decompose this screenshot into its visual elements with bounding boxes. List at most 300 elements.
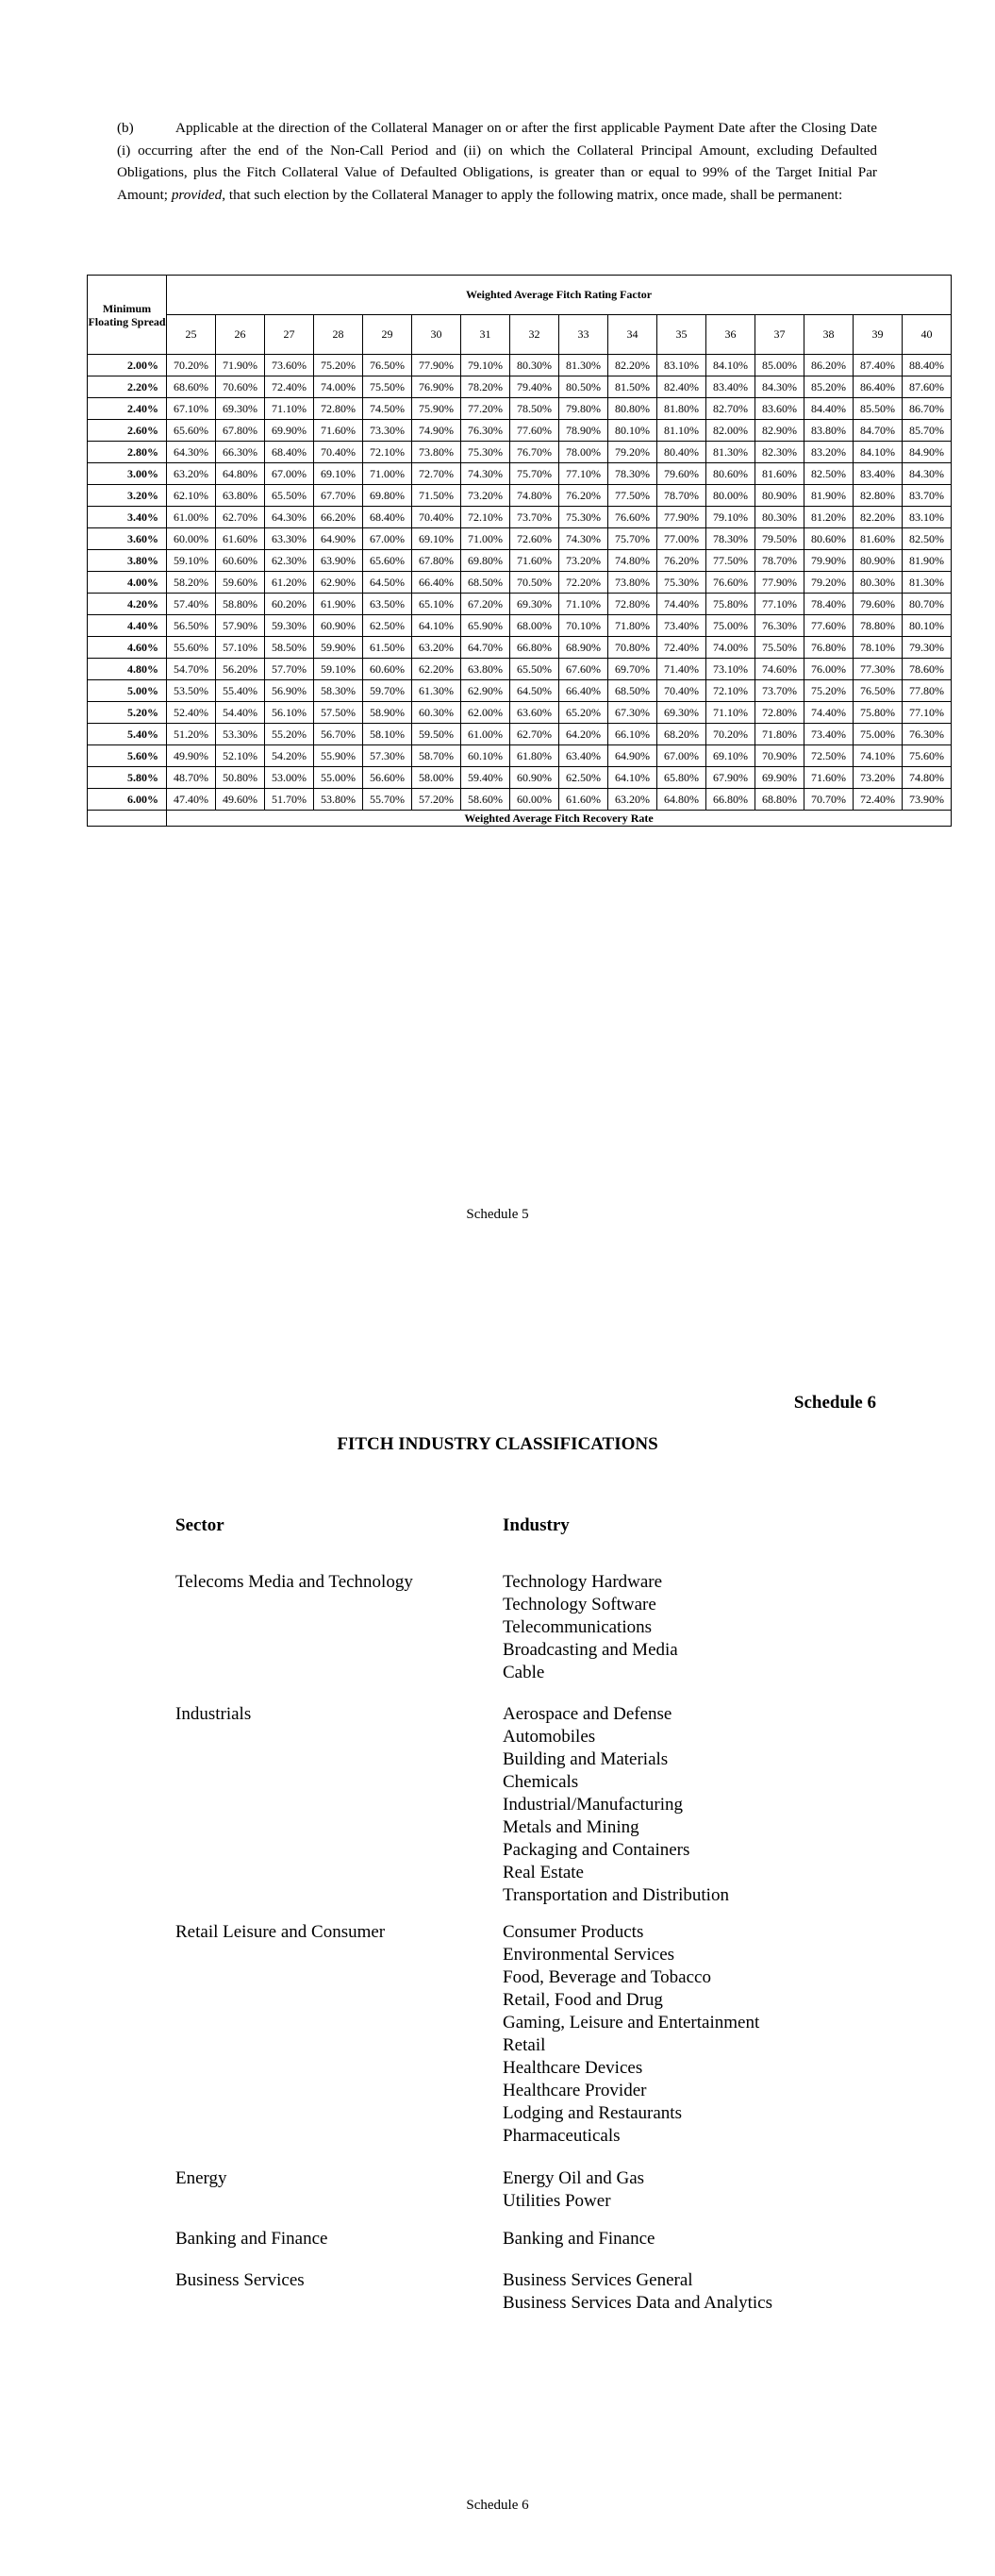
sector-name: Energy [175,2168,227,2188]
recovery-rate-cell: 68.90% [559,637,608,659]
recovery-rate-cell: 61.20% [265,572,314,594]
recovery-rate-cell: 63.20% [608,789,657,811]
industry-name: Building and Materials [503,1749,669,1769]
recovery-rate-cell: 83.70% [903,485,952,507]
recovery-rate-cell: 71.90% [216,355,265,376]
recovery-rate-cell: 69.80% [363,485,412,507]
recovery-rate-cell: 58.10% [363,724,412,745]
recovery-rate-cell: 67.10% [167,398,216,420]
recovery-rate-cell: 76.50% [854,680,903,702]
industry-name: Industrial/Manufacturing [503,1795,684,1815]
recovery-rate-cell: 50.80% [216,767,265,789]
industry-name: Healthcare Provider [503,2081,647,2100]
sector-name: Industrials [175,1704,252,1724]
recovery-rate-cell: 60.10% [461,745,510,767]
recovery-rate-cell: 74.40% [657,594,706,615]
recovery-rate-cell: 70.70% [804,789,854,811]
recovery-rate-cell: 80.60% [706,463,755,485]
recovery-rate-cell: 75.60% [903,745,952,767]
recovery-rate-cell: 72.70% [412,463,461,485]
recovery-rate-cell: 68.50% [608,680,657,702]
recovery-rate-cell: 81.90% [903,550,952,572]
recovery-rate-cell: 66.30% [216,442,265,463]
recovery-rate-cell: 67.80% [412,550,461,572]
recovery-rate-cell: 61.90% [314,594,363,615]
recovery-rate-cell: 62.90% [314,572,363,594]
recovery-rate-cell: 72.80% [608,594,657,615]
recovery-rate-cell: 55.90% [314,745,363,767]
recovery-rate-cell: 75.20% [314,355,363,376]
recovery-rate-cell: 57.90% [216,615,265,637]
recovery-rate-cell: 82.90% [755,420,804,442]
spread-cell: 2.60% [88,420,167,442]
page-footer-schedule-5: Schedule 5 [466,1207,529,1222]
rating-factor-column-header: 31 [461,315,510,355]
matrix-row [88,528,952,550]
recovery-rate-cell: 79.30% [903,637,952,659]
recovery-rate-cell: 76.00% [804,659,854,680]
recovery-rate-cell: 63.90% [314,550,363,572]
recovery-rate-cell: 65.20% [559,702,608,724]
recovery-rate-cell: 70.20% [706,724,755,745]
recovery-rate-cell: 79.10% [461,355,510,376]
recovery-rate-cell: 80.80% [608,398,657,420]
recovery-rate-cell: 57.50% [314,702,363,724]
recovery-rate-cell: 66.20% [314,507,363,528]
industry-header: Industry [503,1515,570,1535]
recovery-rate-cell: 61.50% [363,637,412,659]
recovery-rate-cell: 82.20% [854,507,903,528]
recovery-rate-cell: 76.20% [559,485,608,507]
recovery-rate-cell: 81.50% [608,376,657,398]
recovery-rate-cell: 68.50% [461,572,510,594]
intro-label: (b) [117,120,134,136]
recovery-rate-cell: 70.40% [412,507,461,528]
recovery-rate-cell: 67.30% [608,702,657,724]
recovery-rate-cell: 47.40% [167,789,216,811]
recovery-rate-cell: 83.20% [804,442,854,463]
recovery-rate-cell: 67.70% [314,485,363,507]
recovery-rate-cell: 72.80% [314,398,363,420]
recovery-rate-cell: 66.80% [510,637,559,659]
spread-cell: 5.20% [88,702,167,724]
recovery-rate-cell: 78.70% [657,485,706,507]
recovery-rate-cell: 61.00% [167,507,216,528]
rating-factor-header: Weighted Average Fitch Rating Factor [167,276,952,315]
industry-name: Utilities Power [503,2191,611,2211]
recovery-rate-cell: 79.60% [657,463,706,485]
recovery-rate-cell: 78.20% [461,376,510,398]
recovery-rate-cell: 60.30% [412,702,461,724]
rating-factor-column-header: 35 [657,315,706,355]
recovery-rate-cell: 62.50% [559,767,608,789]
recovery-rate-cell: 68.40% [363,507,412,528]
matrix-row [88,507,952,528]
schedule-6-title: FITCH INDUSTRY CLASSIFICATIONS [337,1434,658,1454]
recovery-rate-cell: 76.80% [804,637,854,659]
recovery-rate-cell: 88.40% [903,355,952,376]
industry-name: Gaming, Leisure and Entertainment [503,2013,760,2032]
recovery-rate-cell: 80.30% [510,355,559,376]
recovery-rate-cell: 64.70% [461,637,510,659]
recovery-rate-cell: 51.70% [265,789,314,811]
recovery-rate-cell: 78.60% [903,659,952,680]
recovery-rate-cell: 65.50% [265,485,314,507]
recovery-rate-cell: 70.60% [216,376,265,398]
recovery-rate-cell: 48.70% [167,767,216,789]
recovery-rate-cell: 68.20% [657,724,706,745]
recovery-rate-cell: 75.20% [804,680,854,702]
recovery-rate-cell: 77.00% [657,528,706,550]
rating-factor-column-header: 30 [412,315,461,355]
intro-italic-word: provided [171,186,223,203]
recovery-rate-cell: 77.30% [854,659,903,680]
recovery-rate-cell: 67.00% [363,528,412,550]
rating-factor-column-header: 25 [167,315,216,355]
matrix-row [88,420,952,442]
recovery-rate-cell: 62.10% [167,485,216,507]
spread-cell: 4.40% [88,615,167,637]
recovery-rate-cell: 62.30% [265,550,314,572]
recovery-rate-cell: 67.00% [657,745,706,767]
rating-factor-column-header: 38 [804,315,854,355]
recovery-rate-cell: 60.90% [510,767,559,789]
recovery-rate-cell: 66.40% [412,572,461,594]
industry-name: Automobiles [503,1727,596,1747]
recovery-rate-cell: 75.30% [559,507,608,528]
spread-cell: 4.80% [88,659,167,680]
industry-name: Consumer Products [503,1922,644,1942]
recovery-rate-cell: 85.50% [854,398,903,420]
recovery-rate-cell: 78.30% [608,463,657,485]
recovery-rate-cell: 80.90% [755,485,804,507]
recovery-rate-cell: 77.10% [559,463,608,485]
industry-name: Environmental Services [503,1945,675,1965]
industry-group [503,2269,772,2315]
rating-factor-column-header: 26 [216,315,265,355]
recovery-rate-cell: 73.10% [706,659,755,680]
recovery-rate-cell: 54.20% [265,745,314,767]
industry-name: Cable [503,1663,545,1682]
intro-text-before: Applicable at the direction of the Collateral Manager on or after the first applicable Payment Date after the Closing Date (i) occurring after the end of the Non-Call Period and (ii) on which the Collateral Principal Amount, excluding Defaulted Obligations, plus the Fitch Collateral Value of Defaulted Obligations, is greater than or equal to 99% of the Target Initial Par Amount; [117,120,877,203]
recovery-rate-cell: 75.90% [412,398,461,420]
industry-group [503,2167,644,2213]
recovery-rate-cell: 77.60% [804,615,854,637]
recovery-rate-cell: 68.60% [167,376,216,398]
recovery-rate-cell: 71.10% [265,398,314,420]
recovery-rate-cell: 74.80% [510,485,559,507]
recovery-rate-cell: 77.80% [903,680,952,702]
recovery-rate-cell: 72.20% [559,572,608,594]
spread-cell: 2.80% [88,442,167,463]
recovery-rate-cell: 72.40% [265,376,314,398]
spread-cell: 5.00% [88,680,167,702]
recovery-rate-cell: 84.30% [903,463,952,485]
industry-name: Chemicals [503,1772,579,1792]
industry-group [503,1921,759,2148]
spread-cell: 5.40% [88,724,167,745]
recovery-rate-cell: 55.60% [167,637,216,659]
sector-name: Retail Leisure and Consumer [175,1922,386,1942]
recovery-rate-cell: 79.90% [804,550,854,572]
recovery-rate-matrix [87,275,952,827]
footer-blank-cell [88,811,167,827]
industry-group [503,1703,729,1907]
recovery-rate-cell: 69.10% [314,463,363,485]
recovery-rate-cell: 76.60% [608,507,657,528]
recovery-rate-cell: 51.20% [167,724,216,745]
recovery-rate-cell: 72.60% [510,528,559,550]
recovery-rate-cell: 70.40% [657,680,706,702]
minimum-floating-spread-header: Minimum Floating Spread [88,276,167,355]
recovery-rate-cell: 56.50% [167,615,216,637]
recovery-rate-cell: 77.10% [903,702,952,724]
spread-cell: 3.40% [88,507,167,528]
rating-factor-column-header: 32 [510,315,559,355]
recovery-rate-cell: 56.70% [314,724,363,745]
recovery-rate-cell: 67.20% [461,594,510,615]
matrix-row [88,615,952,637]
recovery-rate-cell: 82.80% [854,485,903,507]
recovery-rate-cell: 78.50% [510,398,559,420]
recovery-rate-cell: 56.10% [265,702,314,724]
recovery-rate-cell: 71.80% [755,724,804,745]
recovery-rate-cell: 63.20% [167,463,216,485]
rating-factor-column-header: 40 [903,315,952,355]
recovery-rate-cell: 59.10% [167,550,216,572]
recovery-rate-cell: 77.50% [608,485,657,507]
recovery-rate-cell: 78.90% [559,420,608,442]
recovery-rate-cell: 64.10% [608,767,657,789]
recovery-rate-cell: 58.80% [216,594,265,615]
recovery-rate-cell: 62.00% [461,702,510,724]
sector-name: Business Services [175,2270,305,2290]
recovery-rate-cell: 61.80% [510,745,559,767]
recovery-rate-cell: 49.60% [216,789,265,811]
recovery-rate-cell: 83.40% [854,463,903,485]
spread-cell: 2.20% [88,376,167,398]
recovery-rate-cell: 82.30% [755,442,804,463]
industry-name: Retail, Food and Drug [503,1990,663,2010]
matrix-row [88,355,952,376]
rating-factor-column-header: 33 [559,315,608,355]
recovery-rate-cell: 63.40% [559,745,608,767]
recovery-rate-cell: 73.30% [363,420,412,442]
recovery-rate-cell: 84.30% [755,376,804,398]
industry-group [503,2228,655,2250]
recovery-rate-cell: 73.60% [265,355,314,376]
recovery-rate-footer: Weighted Average Fitch Recovery Rate [167,811,952,827]
recovery-rate-cell: 75.70% [510,463,559,485]
recovery-rate-cell: 71.40% [657,659,706,680]
recovery-rate-cell: 76.70% [510,442,559,463]
recovery-rate-cell: 62.70% [510,724,559,745]
recovery-rate-cell: 59.50% [412,724,461,745]
recovery-rate-cell: 81.30% [903,572,952,594]
recovery-rate-cell: 80.30% [755,507,804,528]
recovery-rate-cell: 81.60% [755,463,804,485]
industry-name: Retail [503,2035,546,2055]
recovery-rate-cell: 80.00% [706,485,755,507]
recovery-rate-cell: 61.60% [559,789,608,811]
recovery-rate-cell: 80.10% [608,420,657,442]
recovery-rate-cell: 71.80% [608,615,657,637]
recovery-rate-cell: 72.10% [363,442,412,463]
recovery-rate-cell: 71.60% [510,550,559,572]
industry-name: Technology Software [503,1595,656,1614]
recovery-rate-cell: 72.50% [804,745,854,767]
recovery-rate-cell: 73.20% [559,550,608,572]
recovery-rate-cell: 55.00% [314,767,363,789]
spread-cell: 5.60% [88,745,167,767]
recovery-rate-cell: 62.50% [363,615,412,637]
recovery-rate-cell: 75.80% [854,702,903,724]
recovery-rate-cell: 76.30% [903,724,952,745]
matrix-row [88,724,952,745]
recovery-rate-cell: 75.50% [363,376,412,398]
recovery-rate-cell: 66.40% [559,680,608,702]
recovery-rate-cell: 73.40% [804,724,854,745]
recovery-rate-cell: 52.10% [216,745,265,767]
recovery-rate-cell: 61.00% [461,724,510,745]
recovery-rate-cell: 79.60% [854,594,903,615]
matrix-row [88,485,952,507]
recovery-rate-cell: 71.10% [706,702,755,724]
recovery-rate-cell: 59.30% [265,615,314,637]
recovery-rate-cell: 83.10% [657,355,706,376]
spread-cell: 6.00% [88,789,167,811]
recovery-rate-cell: 74.50% [363,398,412,420]
recovery-rate-cell: 60.90% [314,615,363,637]
recovery-rate-cell: 82.00% [706,420,755,442]
recovery-rate-cell: 75.00% [706,615,755,637]
recovery-rate-cell: 76.60% [706,572,755,594]
recovery-rate-cell: 84.10% [854,442,903,463]
recovery-rate-cell: 60.00% [510,789,559,811]
recovery-rate-cell: 78.10% [854,637,903,659]
recovery-rate-cell: 83.40% [706,376,755,398]
recovery-rate-cell: 81.60% [854,528,903,550]
recovery-rate-cell: 59.90% [314,637,363,659]
recovery-rate-cell: 74.10% [854,745,903,767]
recovery-rate-cell: 86.20% [804,355,854,376]
recovery-rate-cell: 58.90% [363,702,412,724]
spread-cell: 3.00% [88,463,167,485]
schedule-6-label: Schedule 6 [793,1393,876,1413]
recovery-rate-cell: 56.60% [363,767,412,789]
recovery-rate-cell: 53.50% [167,680,216,702]
rating-factor-column-header: 29 [363,315,412,355]
recovery-rate-cell: 66.10% [608,724,657,745]
recovery-rate-cell: 53.00% [265,767,314,789]
industry-name: Food, Beverage and Tobacco [503,1967,711,1987]
recovery-rate-cell: 58.00% [412,767,461,789]
industry-name: Aerospace and Defense [503,1704,672,1724]
recovery-rate-cell: 49.90% [167,745,216,767]
recovery-rate-cell: 54.70% [167,659,216,680]
recovery-rate-cell: 55.70% [363,789,412,811]
recovery-rate-cell: 69.90% [265,420,314,442]
recovery-rate-cell: 78.00% [559,442,608,463]
recovery-rate-cell: 74.30% [461,463,510,485]
recovery-rate-cell: 60.60% [363,659,412,680]
recovery-rate-cell: 74.00% [706,637,755,659]
recovery-rate-cell: 81.10% [657,420,706,442]
recovery-rate-cell: 71.10% [559,594,608,615]
rating-factor-column-header: 27 [265,315,314,355]
recovery-rate-cell: 72.80% [755,702,804,724]
recovery-rate-cell: 79.40% [510,376,559,398]
recovery-rate-cell: 80.40% [657,442,706,463]
recovery-rate-cell: 72.10% [706,680,755,702]
recovery-rate-cell: 85.20% [804,376,854,398]
recovery-rate-cell: 70.10% [559,615,608,637]
recovery-rate-cell: 80.30% [854,572,903,594]
recovery-rate-cell: 70.40% [314,442,363,463]
industry-name: Business Services General [503,2270,693,2290]
page-footer-schedule-6: Schedule 6 [466,2498,529,2513]
recovery-rate-cell: 63.30% [265,528,314,550]
recovery-rate-cell: 64.30% [167,442,216,463]
recovery-rate-cell: 69.10% [412,528,461,550]
recovery-rate-cell: 64.80% [216,463,265,485]
recovery-rate-cell: 58.50% [265,637,314,659]
recovery-rate-cell: 58.30% [314,680,363,702]
recovery-rate-cell: 57.70% [265,659,314,680]
recovery-rate-cell: 63.60% [510,702,559,724]
recovery-rate-cell: 70.50% [510,572,559,594]
recovery-rate-cell: 77.20% [461,398,510,420]
recovery-rate-cell: 57.10% [216,637,265,659]
spread-cell: 4.20% [88,594,167,615]
rating-factor-column-header: 28 [314,315,363,355]
recovery-rate-cell: 52.40% [167,702,216,724]
recovery-rate-cell: 82.40% [657,376,706,398]
industry-name: Pharmaceuticals [503,2126,621,2146]
recovery-rate-cell: 74.60% [755,659,804,680]
recovery-rate-cell: 69.30% [657,702,706,724]
recovery-rate-cell: 87.40% [854,355,903,376]
recovery-rate-cell: 64.20% [559,724,608,745]
industry-name: Real Estate [503,1863,584,1882]
recovery-rate-cell: 75.50% [755,637,804,659]
recovery-rate-cell: 57.20% [412,789,461,811]
recovery-rate-cell: 77.60% [510,420,559,442]
recovery-rate-cell: 70.90% [755,745,804,767]
recovery-rate-cell: 83.80% [804,420,854,442]
recovery-rate-cell: 80.70% [903,594,952,615]
recovery-rate-cell: 73.70% [755,680,804,702]
recovery-rate-cell: 55.20% [265,724,314,745]
recovery-rate-cell: 60.60% [216,550,265,572]
matrix-row [88,398,952,420]
recovery-rate-cell: 62.20% [412,659,461,680]
recovery-rate-cell: 80.90% [854,550,903,572]
matrix-row [88,745,952,767]
recovery-rate-cell: 63.50% [363,594,412,615]
recovery-rate-cell: 79.80% [559,398,608,420]
recovery-rate-cell: 70.80% [608,637,657,659]
recovery-rate-cell: 61.30% [412,680,461,702]
recovery-rate-cell: 56.90% [265,680,314,702]
recovery-rate-cell: 77.90% [755,572,804,594]
recovery-rate-cell: 76.20% [657,550,706,572]
recovery-rate-cell: 80.60% [804,528,854,550]
recovery-rate-cell: 57.40% [167,594,216,615]
matrix-row [88,463,952,485]
rating-factor-column-header: 36 [706,315,755,355]
recovery-rate-cell: 81.30% [559,355,608,376]
